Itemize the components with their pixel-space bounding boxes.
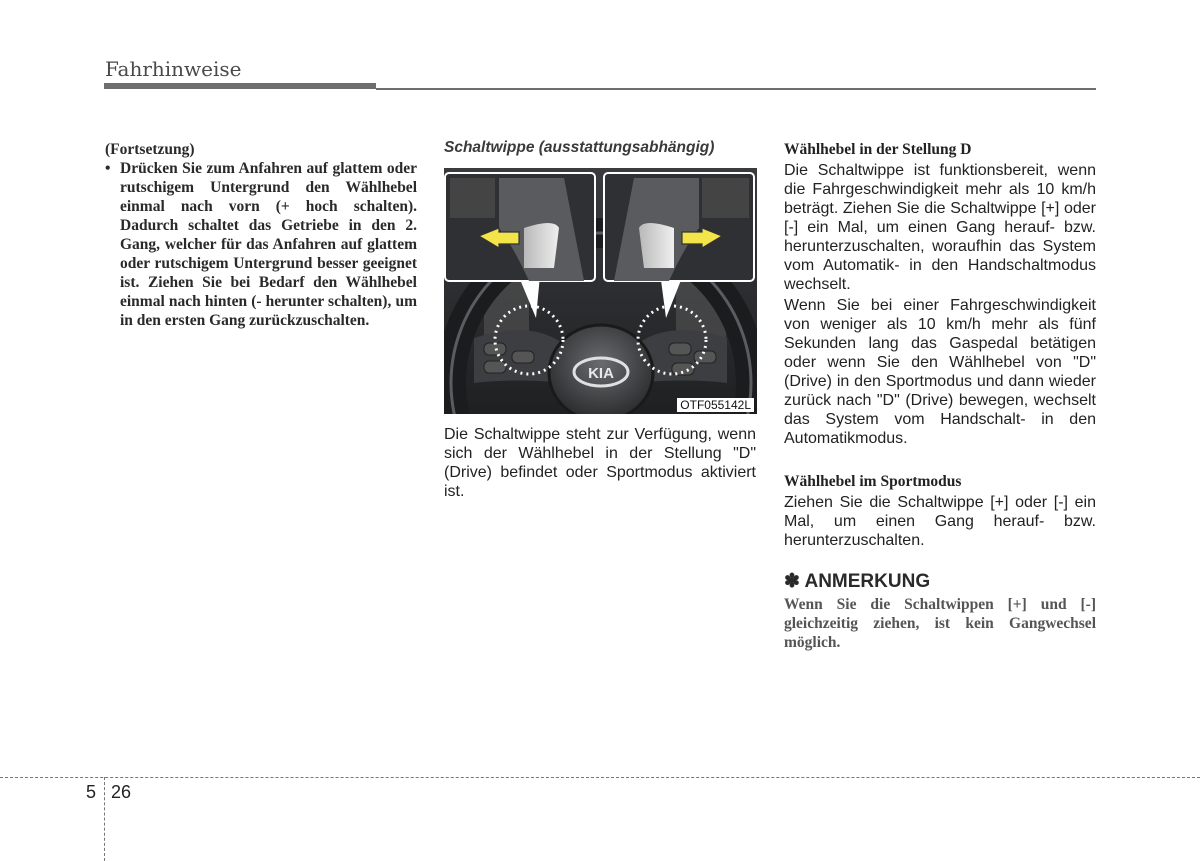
column-right bbox=[784, 140, 1096, 652]
header-rule-thin bbox=[376, 88, 1096, 90]
note-text: Wenn Sie die Schaltwippen [+] und [-] gleichzeitig ziehen, ist kein Gangwechsel möglich. bbox=[784, 596, 1096, 651]
page-header-title: Fahrhinweise bbox=[105, 57, 242, 81]
figure-caption: Die Schaltwippe steht zur Verfügung, wenn sich der Wählhebel in der Stellung "D" (Drive) befindet oder Sportmodus aktiviert ist. bbox=[444, 426, 756, 500]
page-number: 26 bbox=[111, 782, 132, 802]
bullet-text: Drücken Sie zum Anfahren auf glattem oder rutschigem Untergrund den Wählhebel einmal nach vorn (+ hoch schalten). Dadurch schaltet das Getriebe in den 2. Gang, welcher für das Anfahren auf glattem oder rutschigem Untergrund besser geeignet ist. Ziehen Sie bei Bedarf den Wählhebel einmal nach hinten (- herunter schalten), um in den ersten Gang zurückzuschalten. bbox=[120, 160, 417, 329]
paragraph: Ziehen Sie die Schaltwippe [+] oder [-] ein Mal, um einen Gang herauf- bzw. herunterzuschalten. bbox=[784, 494, 1096, 549]
subheading-position-d: Wählhebel in der Stellung D bbox=[784, 141, 972, 158]
column-left bbox=[105, 140, 417, 330]
continuation-label: (Fortsetzung) bbox=[105, 141, 195, 158]
steering-wheel-illustration bbox=[444, 168, 757, 414]
section-heading-paddle-shifter: Schaltwippe (ausstattungsabhängig) bbox=[444, 139, 715, 156]
paragraph: Wenn Sie bei einer Fahrgeschwindigkeit von weniger als 10 km/h mehr als fünf Sekunden lang das Gaspedal betätigen oder wenn Sie den Wählhebel von "D" (Drive) in den Sportmodus und dann wieder zurück nach "D" (Drive) bewegen, wechselt das System vom Handschalt- in den Automatikmodus. bbox=[784, 297, 1096, 447]
bullet-symbol: • bbox=[105, 160, 111, 177]
note-heading: ✽ ANMERKUNG bbox=[784, 571, 931, 592]
figure-steering-wheel-paddles bbox=[444, 168, 757, 414]
header-rule bbox=[104, 83, 376, 89]
footer-divider bbox=[0, 777, 1200, 778]
footer-divider-vertical bbox=[104, 777, 105, 861]
chapter-number: 5 bbox=[86, 782, 97, 802]
subheading-sport-mode: Wählhebel im Sportmodus bbox=[784, 473, 962, 490]
paragraph: Die Schaltwippe ist funktionsbereit, wenn die Fahrgeschwindigkeit mehr als 10 km/h beträgt. Ziehen Sie die Schaltwippe [+] oder [-] ein Mal, um einen Gang herauf- bzw. herunterzuschalten, woraufhin das System vom Automatik- in den Handschaltmodus wechselt. bbox=[784, 162, 1096, 293]
bullet-item bbox=[105, 159, 417, 330]
figure-code: OTF055142L bbox=[677, 398, 754, 412]
logo-text: KIA bbox=[588, 365, 614, 382]
